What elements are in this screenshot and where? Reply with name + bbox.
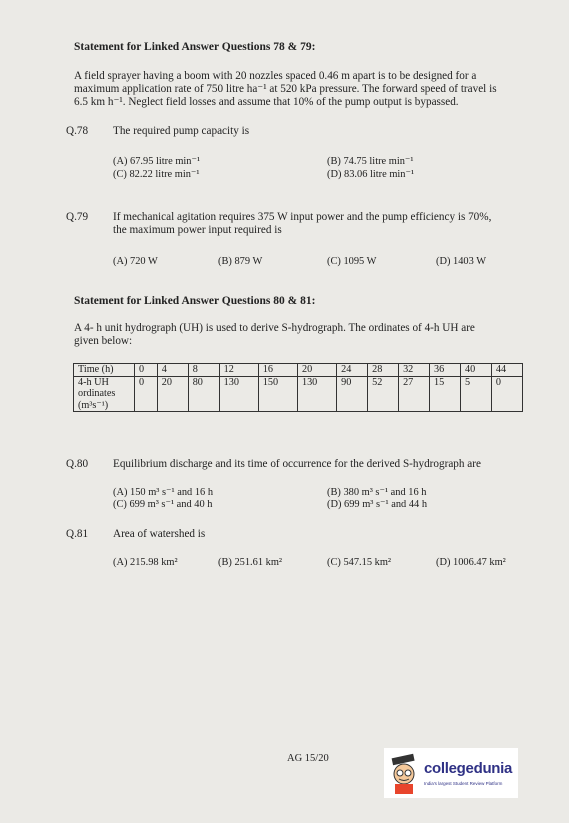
option-a: (A) 67.95 litre min⁻¹ [113,156,201,167]
unit-hydrograph-table [73,363,523,412]
option-a: (A) 150 m³ s⁻¹ and 16 h [113,487,214,498]
table-cell: 80 [188,376,219,412]
option-c: (C) 699 m³ s⁻¹ and 40 h [113,499,213,510]
question-number: Q.80 [66,458,89,470]
table-cell: 24 [337,364,368,377]
table-cell: 0 [135,376,158,412]
row-label-line: ordinates [78,388,116,399]
table-cell: 36 [430,364,461,377]
linked-statement-80-81 [74,322,544,348]
table-cell: 32 [399,364,430,377]
question-text: The required pump capacity is [113,125,250,137]
page-code: AG 15/20 [287,753,329,764]
table-cell: 150 [258,376,297,412]
question-line: If mechanical agitation requires 375 W input power and the pump efficiency is 70%, [113,211,492,223]
question-number: Q.78 [66,125,89,137]
statement-line: given below: [74,335,133,348]
option-b: (B) 74.75 litre min⁻¹ [327,156,414,167]
table-cell: 4 [157,364,188,377]
question-text: Equilibrium discharge and its time of occurrence for the derived S-hydrograph are [113,458,481,470]
row-label-ordinates [74,376,135,412]
mascot-icon [386,750,424,796]
option-b: (B) 380 m³ s⁻¹ and 16 h [327,487,427,498]
logo-brand-text: collegedunia [424,760,513,777]
linked-statement-heading-80-81: Statement for Linked Answer Questions 80 & 81: [74,295,316,307]
option-c: (C) 1095 W [327,256,377,267]
collegedunia-logo [384,748,518,798]
option-c: (C) 82.22 litre min⁻¹ [113,169,200,180]
table-cell: 20 [157,376,188,412]
table-cell: 15 [430,376,461,412]
question-number: Q.81 [66,528,89,540]
table-cell: 0 [491,376,522,412]
row-label-line: 4-h UH [78,376,109,388]
table-row-ordinates [74,376,523,412]
question-number: Q.79 [66,211,89,223]
statement-line: A 4- h unit hydrograph (UH) is used to derive S-hydrograph. The ordinates of 4-h UH are [74,322,475,334]
table-cell: 0 [135,364,158,377]
option-d: (D) 1006.47 km² [436,557,506,568]
question-text [113,211,553,237]
option-d: (D) 699 m³ s⁻¹ and 44 h [327,499,428,510]
option-b: (B) 251.61 km² [218,557,283,568]
linked-statement-78-79 [74,70,544,110]
table-cell: 27 [399,376,430,412]
table-cell: 130 [219,376,258,412]
option-a: (A) 215.98 km² [113,557,178,568]
logo-tagline: India's largest Student Review Platform [424,781,503,786]
option-a: (A) 720 W [113,256,158,267]
statement-line: 6.5 km h⁻¹. Neglect field losses and assume that 10% of the pump output is bypassed. [74,96,459,109]
question-text: Area of watershed is [113,528,206,540]
table-cell: 5 [460,376,491,412]
option-b: (B) 879 W [218,256,263,267]
option-c: (C) 547.15 km² [327,557,392,568]
table-row-time [74,364,523,377]
table-cell: 12 [219,364,258,377]
row-label-time: Time (h) [74,364,135,377]
table-cell: 16 [258,364,297,377]
table-cell: 90 [337,376,368,412]
table-cell: 8 [188,364,219,377]
table-cell: 130 [297,376,336,412]
table-cell: 20 [297,364,336,377]
question-line: the maximum power input required is [113,224,282,237]
row-label-line: (m³s⁻¹) [78,399,109,411]
statement-line: A field sprayer having a boom with 20 nozzles spaced 0.46 m apart is to be designed for a [74,70,477,82]
table-cell: 40 [460,364,491,377]
table-cell: 28 [368,364,399,377]
option-d: (D) 83.06 litre min⁻¹ [327,169,415,180]
table-cell: 52 [368,376,399,412]
table-cell: 44 [491,364,522,377]
statement-line: maximum application rate of 750 litre ha⁻¹ at 520 kPa pressure. The forward speed of travel is [74,83,497,96]
linked-statement-heading-78-79: Statement for Linked Answer Questions 78 & 79: [74,41,316,53]
option-d: (D) 1403 W [436,256,487,267]
